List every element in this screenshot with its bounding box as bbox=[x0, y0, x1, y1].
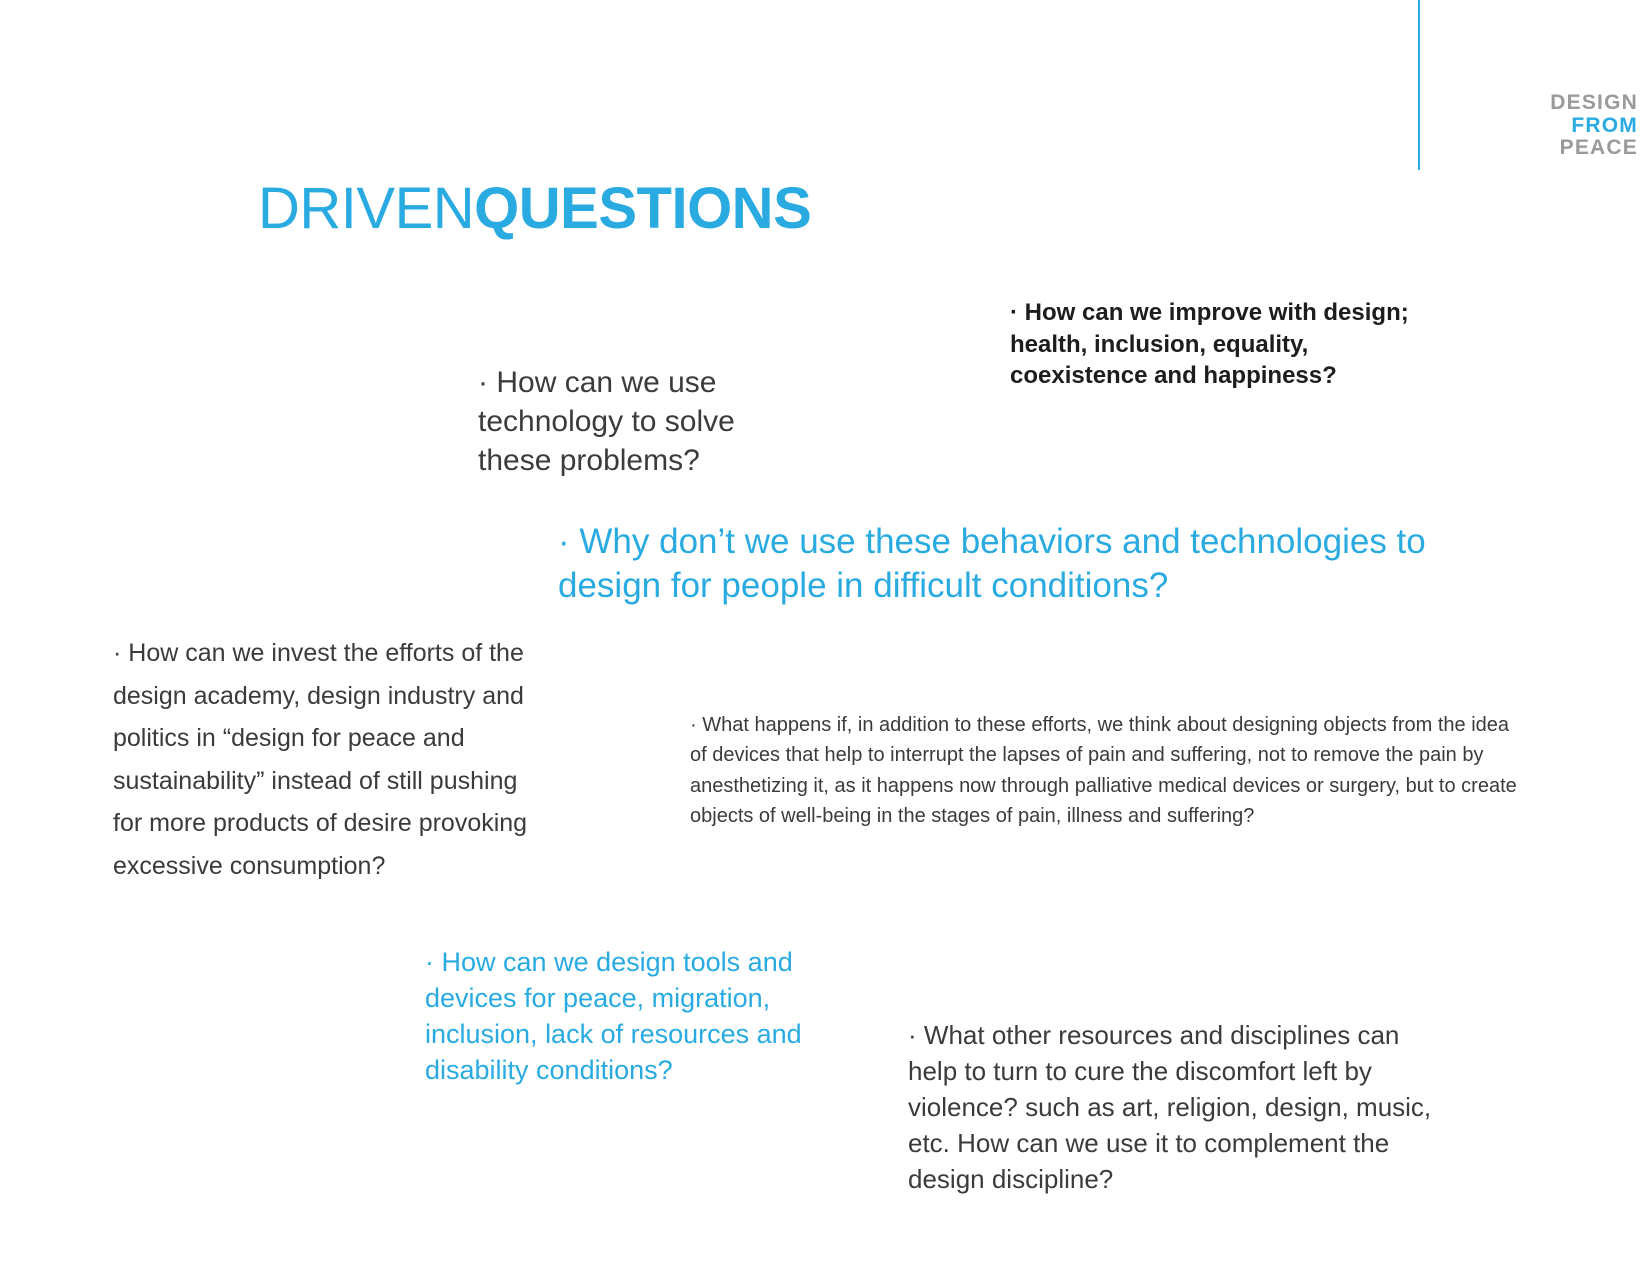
question-bullet: · bbox=[908, 1020, 917, 1050]
question-bullet: · bbox=[690, 714, 697, 736]
question-text: What happens if, in addition to these efforts, we think about designing objects from the idea of devices that help to interrupt the lapses of pain and suffering, not to remove the pain by anesthetizing it, as it happens now through palliative medical devices or surgery, but to create objects of well-being in the stages of pain, illness and suffering? bbox=[690, 714, 1517, 828]
question-objects bbox=[690, 710, 1530, 832]
logo-line-peace: PEACE bbox=[1559, 136, 1638, 160]
question-improve bbox=[1010, 297, 1420, 392]
page-title bbox=[258, 176, 812, 241]
logo-text bbox=[1550, 92, 1638, 160]
logo-line-design: DESIGN bbox=[1550, 91, 1638, 114]
question-text: How can we use technology to solve these problems? bbox=[478, 366, 735, 477]
question-bullet: · bbox=[425, 947, 434, 977]
logo-vertical-rule bbox=[1418, 0, 1420, 170]
question-bullet: · bbox=[478, 366, 488, 399]
question-bullet: · bbox=[113, 639, 122, 667]
page-title-light: DRIVEN bbox=[258, 176, 475, 241]
question-text: How can we improve with design; health, inclusion, equality, coexistence and happiness? bbox=[1010, 299, 1409, 390]
question-bullet: · bbox=[1010, 299, 1018, 326]
question-text: How can we design tools and devices for peace, migration, inclusion, lack of resources and disability conditions? bbox=[425, 947, 802, 1085]
brand-logo bbox=[1418, 0, 1650, 175]
question-invest bbox=[113, 632, 553, 887]
question-technology bbox=[478, 363, 808, 480]
question-text: How can we invest the efforts of the design academy, design industry and politics in “design for peace and sustainability” instead of still pushing for more products of desire provoking excessive consumption? bbox=[113, 639, 528, 880]
page-title-bold: QUESTIONS bbox=[474, 176, 812, 241]
question-behaviors bbox=[558, 520, 1508, 608]
question-text: Why don’t we use these behaviors and technologies to design for people in difficult conditions? bbox=[558, 522, 1426, 606]
question-bullet: · bbox=[558, 522, 570, 561]
question-tools bbox=[425, 945, 875, 1089]
question-text: What other resources and disciplines can help to turn to cure the discomfort left by violence? such as art, religion, design, music, etc. How can we use it to complement the design discipline? bbox=[908, 1020, 1432, 1194]
logo-line-from: FROM bbox=[1571, 113, 1638, 137]
question-resources bbox=[908, 1018, 1448, 1197]
